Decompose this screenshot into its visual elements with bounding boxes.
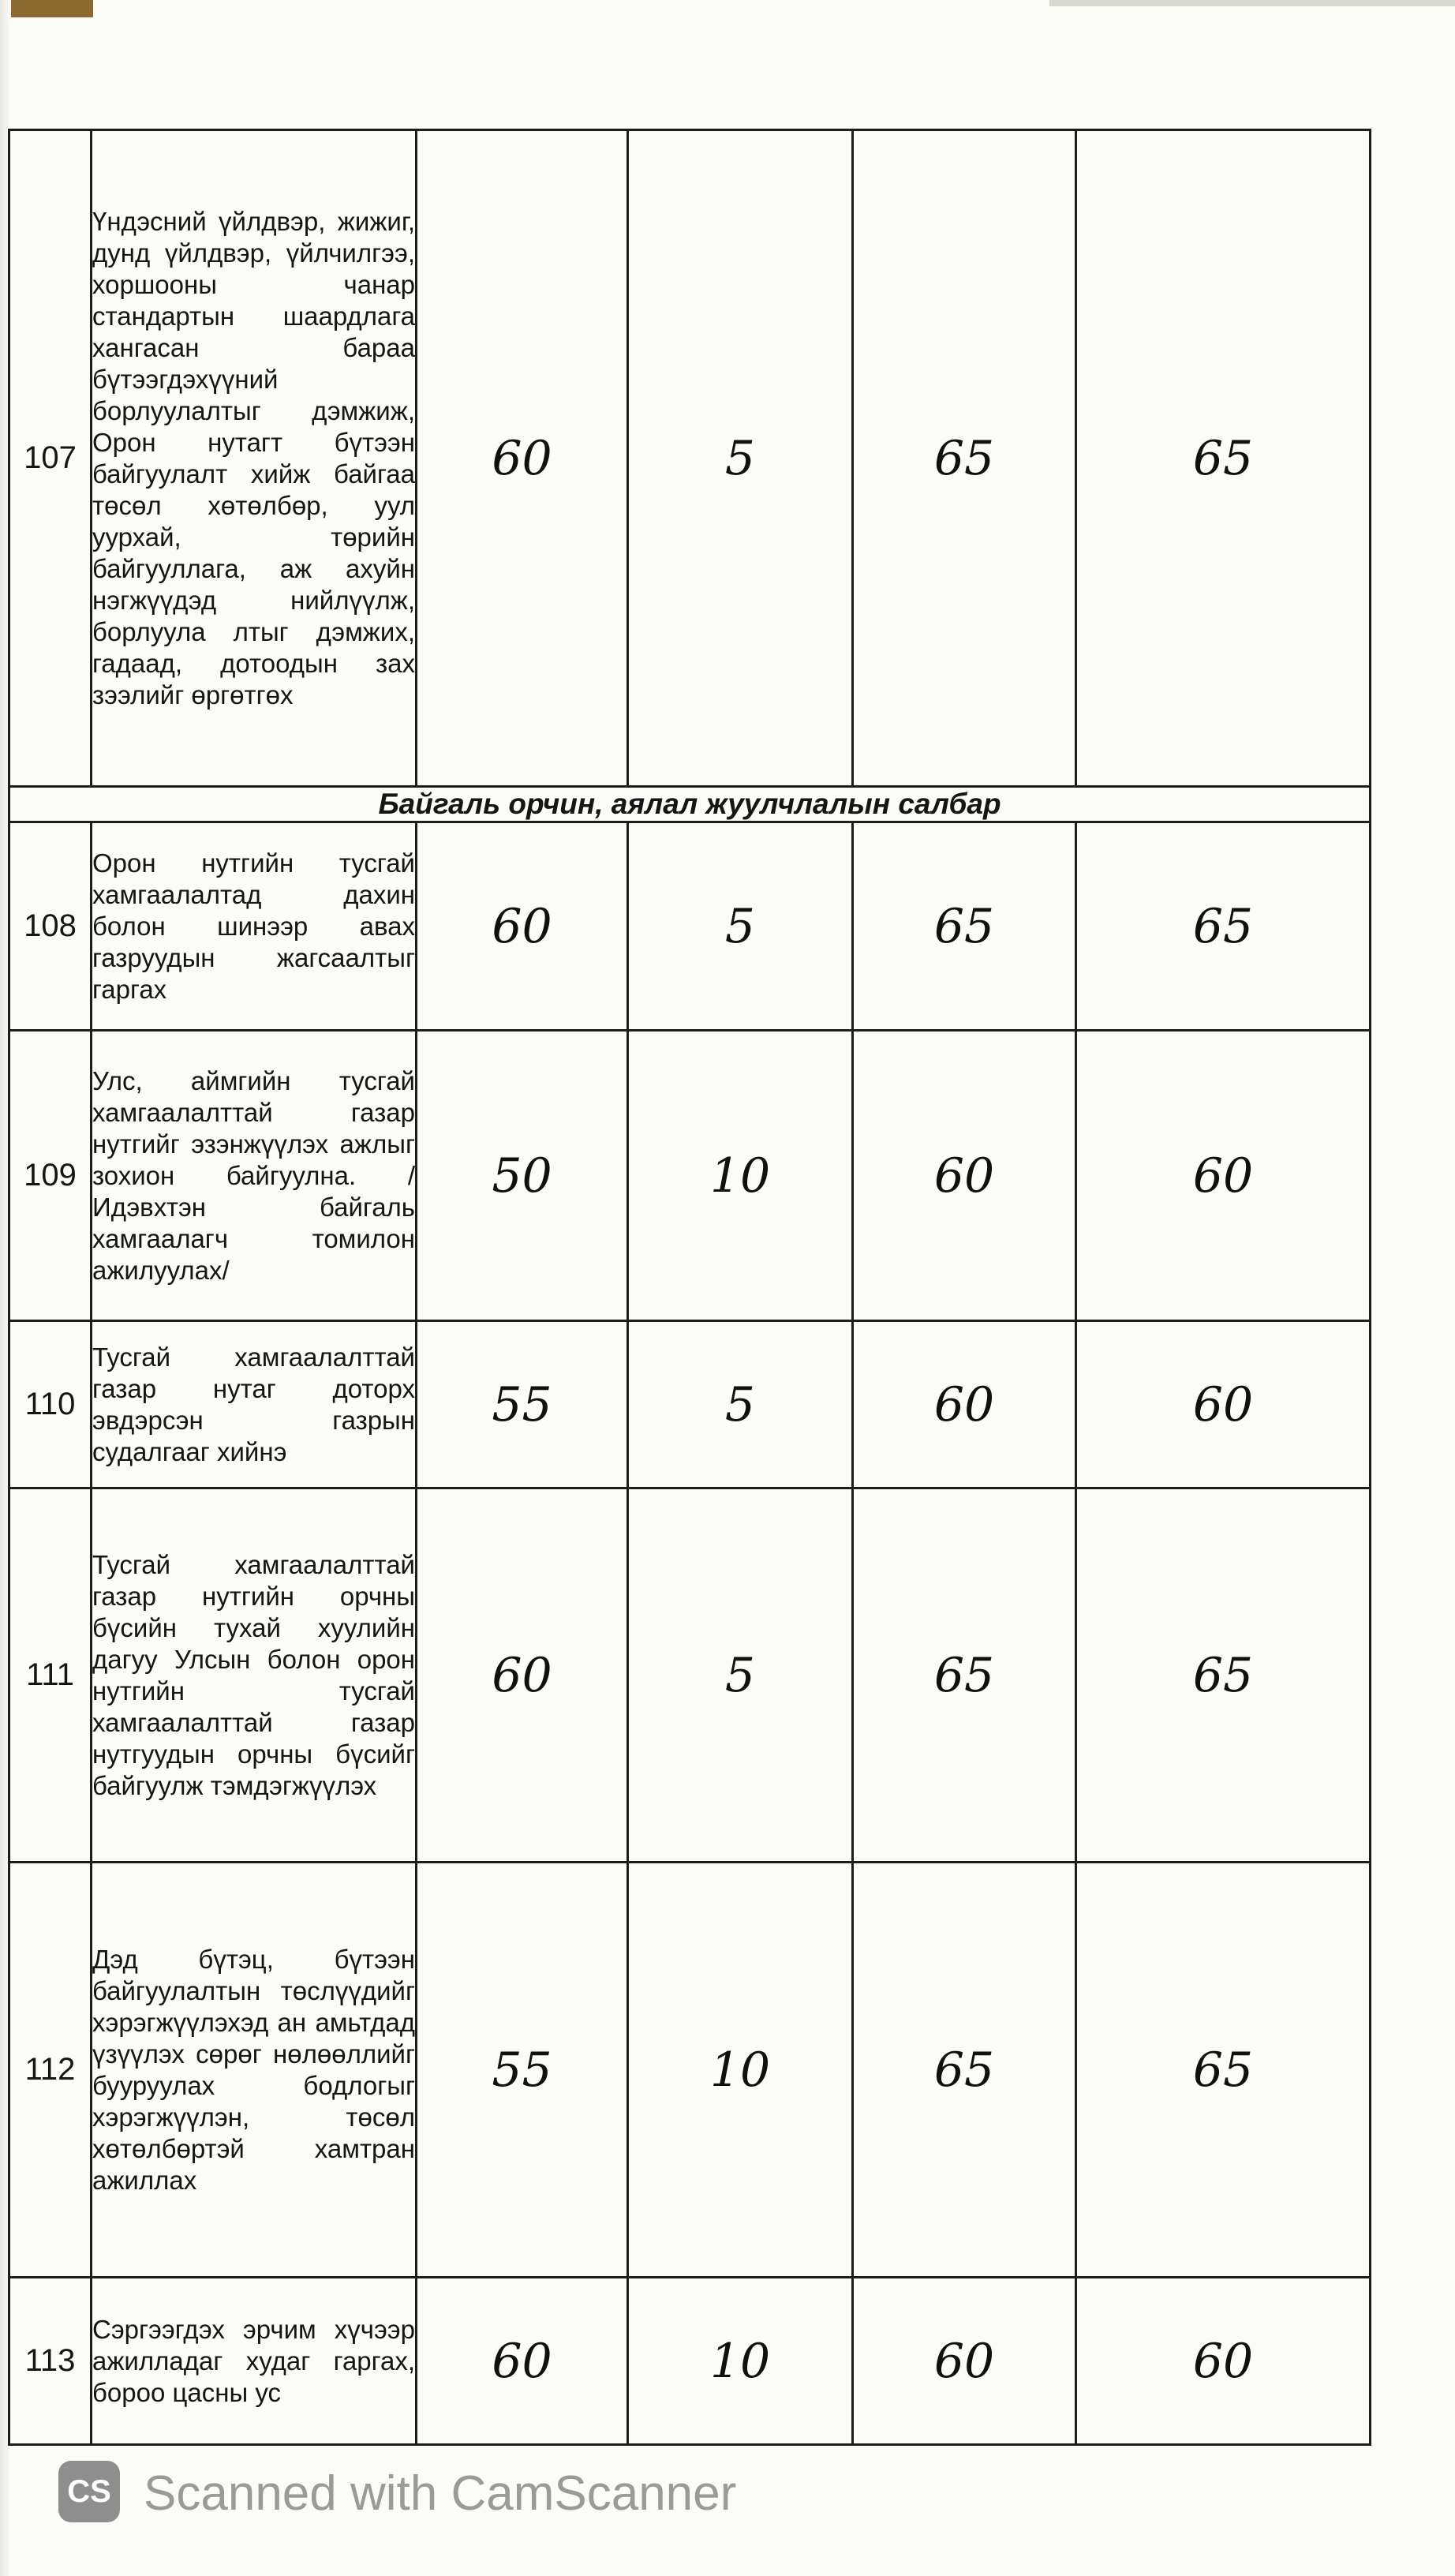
value-col-4: 60 [1076, 2278, 1371, 2445]
value-col-4: 65 [1076, 1488, 1371, 1863]
value-col-1: 60 [417, 1488, 628, 1863]
section-row [9, 787, 1371, 822]
value-col-2: 5 [628, 130, 853, 787]
value-col-3: 60 [853, 1321, 1076, 1488]
value-col-3: 65 [853, 1863, 1076, 2278]
section-title: Байгаль орчин, аялал жуулчлалын салбар [9, 787, 1371, 822]
table-row [9, 2278, 1371, 2445]
value-col-1: 60 [417, 822, 628, 1031]
value-col-3: 65 [853, 1488, 1076, 1863]
row-number: 110 [9, 1321, 92, 1488]
budget-table [8, 129, 1371, 2446]
value-col-1: 55 [417, 1863, 628, 2278]
table-row [9, 1488, 1371, 1863]
row-description: Үндэсний үйлдвэр, жижиг, дунд үйлдвэр, үйлчилгээ, хоршооны чанар стандартын шаардлага хангасан бараа бүтээгдэхүүний борлуулалтыг дэмжиж, Орон нутагт бүтээн байгуулалт хийж байгаа төсөл хөтөлбөр, уул уурхай, төрийн байгууллага, аж ахуйн нэгжүүдэд нийлүүлж, борлуула лтыг дэмжих, гадаад, дотоодын зах зээлийг өргөтгөх [92, 130, 417, 787]
scanner-watermark: Scanned with CamScanner [144, 2466, 737, 2521]
value-col-3: 60 [853, 1031, 1076, 1321]
value-col-2: 10 [628, 2278, 853, 2445]
value-col-4: 65 [1076, 130, 1371, 787]
value-col-3: 60 [853, 2278, 1076, 2445]
row-description: Сэргээгдэх эрчим хүчээр ажилладаг худаг гаргах, бороо цасны ус [92, 2278, 417, 2445]
table-row [9, 822, 1371, 1031]
value-col-2: 10 [628, 1863, 853, 2278]
value-col-2: 5 [628, 822, 853, 1031]
row-description: Дэд бүтэц, бүтээн байгуулалтын төслүүдийг хэрэгжүүлэхэд ан амьтдад үзүүлэх сөрөг нөлөөллийг бууруулах бодлогыг хэрэгжүүлэн, төсөл хөтөлбөртэй хамтран ажиллах [92, 1863, 417, 2278]
value-col-2: 10 [628, 1031, 853, 1321]
value-col-3: 65 [853, 822, 1076, 1031]
row-number: 109 [9, 1031, 92, 1321]
row-description: Тусгай хамгаалалттай газар нутаг доторх эвдэрсэн газрын судалгааг хийнэ [92, 1321, 417, 1488]
value-col-2: 5 [628, 1321, 853, 1488]
row-number: 111 [9, 1488, 92, 1863]
row-description: Тусгай хамгаалалттай газар нутгийн орчны бүсийн тухай хуулийн дагуу Улсын болон орон нутгийн тусгай хамгаалалттай газар нутгуудын орчны бүсийг байгуулж тэмдэгжүүлэх [92, 1488, 417, 1863]
value-col-4: 65 [1076, 1863, 1371, 2278]
value-col-1: 60 [417, 2278, 628, 2445]
table-row [9, 1863, 1371, 2278]
value-col-4: 60 [1076, 1031, 1371, 1321]
row-number: 113 [9, 2278, 92, 2445]
table-row [9, 1321, 1371, 1488]
table-row [9, 130, 1371, 787]
row-description: Орон нутгийн тусгай хамгаалалтад дахин болон шинээр авах газруудын жагсаалтыг гаргах [92, 822, 417, 1031]
value-col-1: 55 [417, 1321, 628, 1488]
value-col-1: 50 [417, 1031, 628, 1321]
value-col-4: 65 [1076, 822, 1371, 1031]
row-number: 107 [9, 130, 92, 787]
value-col-4: 60 [1076, 1321, 1371, 1488]
camscanner-logo-icon: CS [58, 2461, 120, 2522]
value-col-1: 60 [417, 130, 628, 787]
table-row [9, 1031, 1371, 1321]
value-col-3: 65 [853, 130, 1076, 787]
row-description: Улс, аймгийн тусгай хамгаалалттай газар нутгийг эзэнжүүлэх ажлыг зохион байгуулна. /Идэвхтэн байгаль хамгаалагч томилон ажилуулах/ [92, 1031, 417, 1321]
row-number: 112 [9, 1863, 92, 2278]
page-edge-shadow [1049, 0, 1455, 6]
row-number: 108 [9, 822, 92, 1031]
value-col-2: 5 [628, 1488, 853, 1863]
page-edge-tab [0, 0, 93, 17]
